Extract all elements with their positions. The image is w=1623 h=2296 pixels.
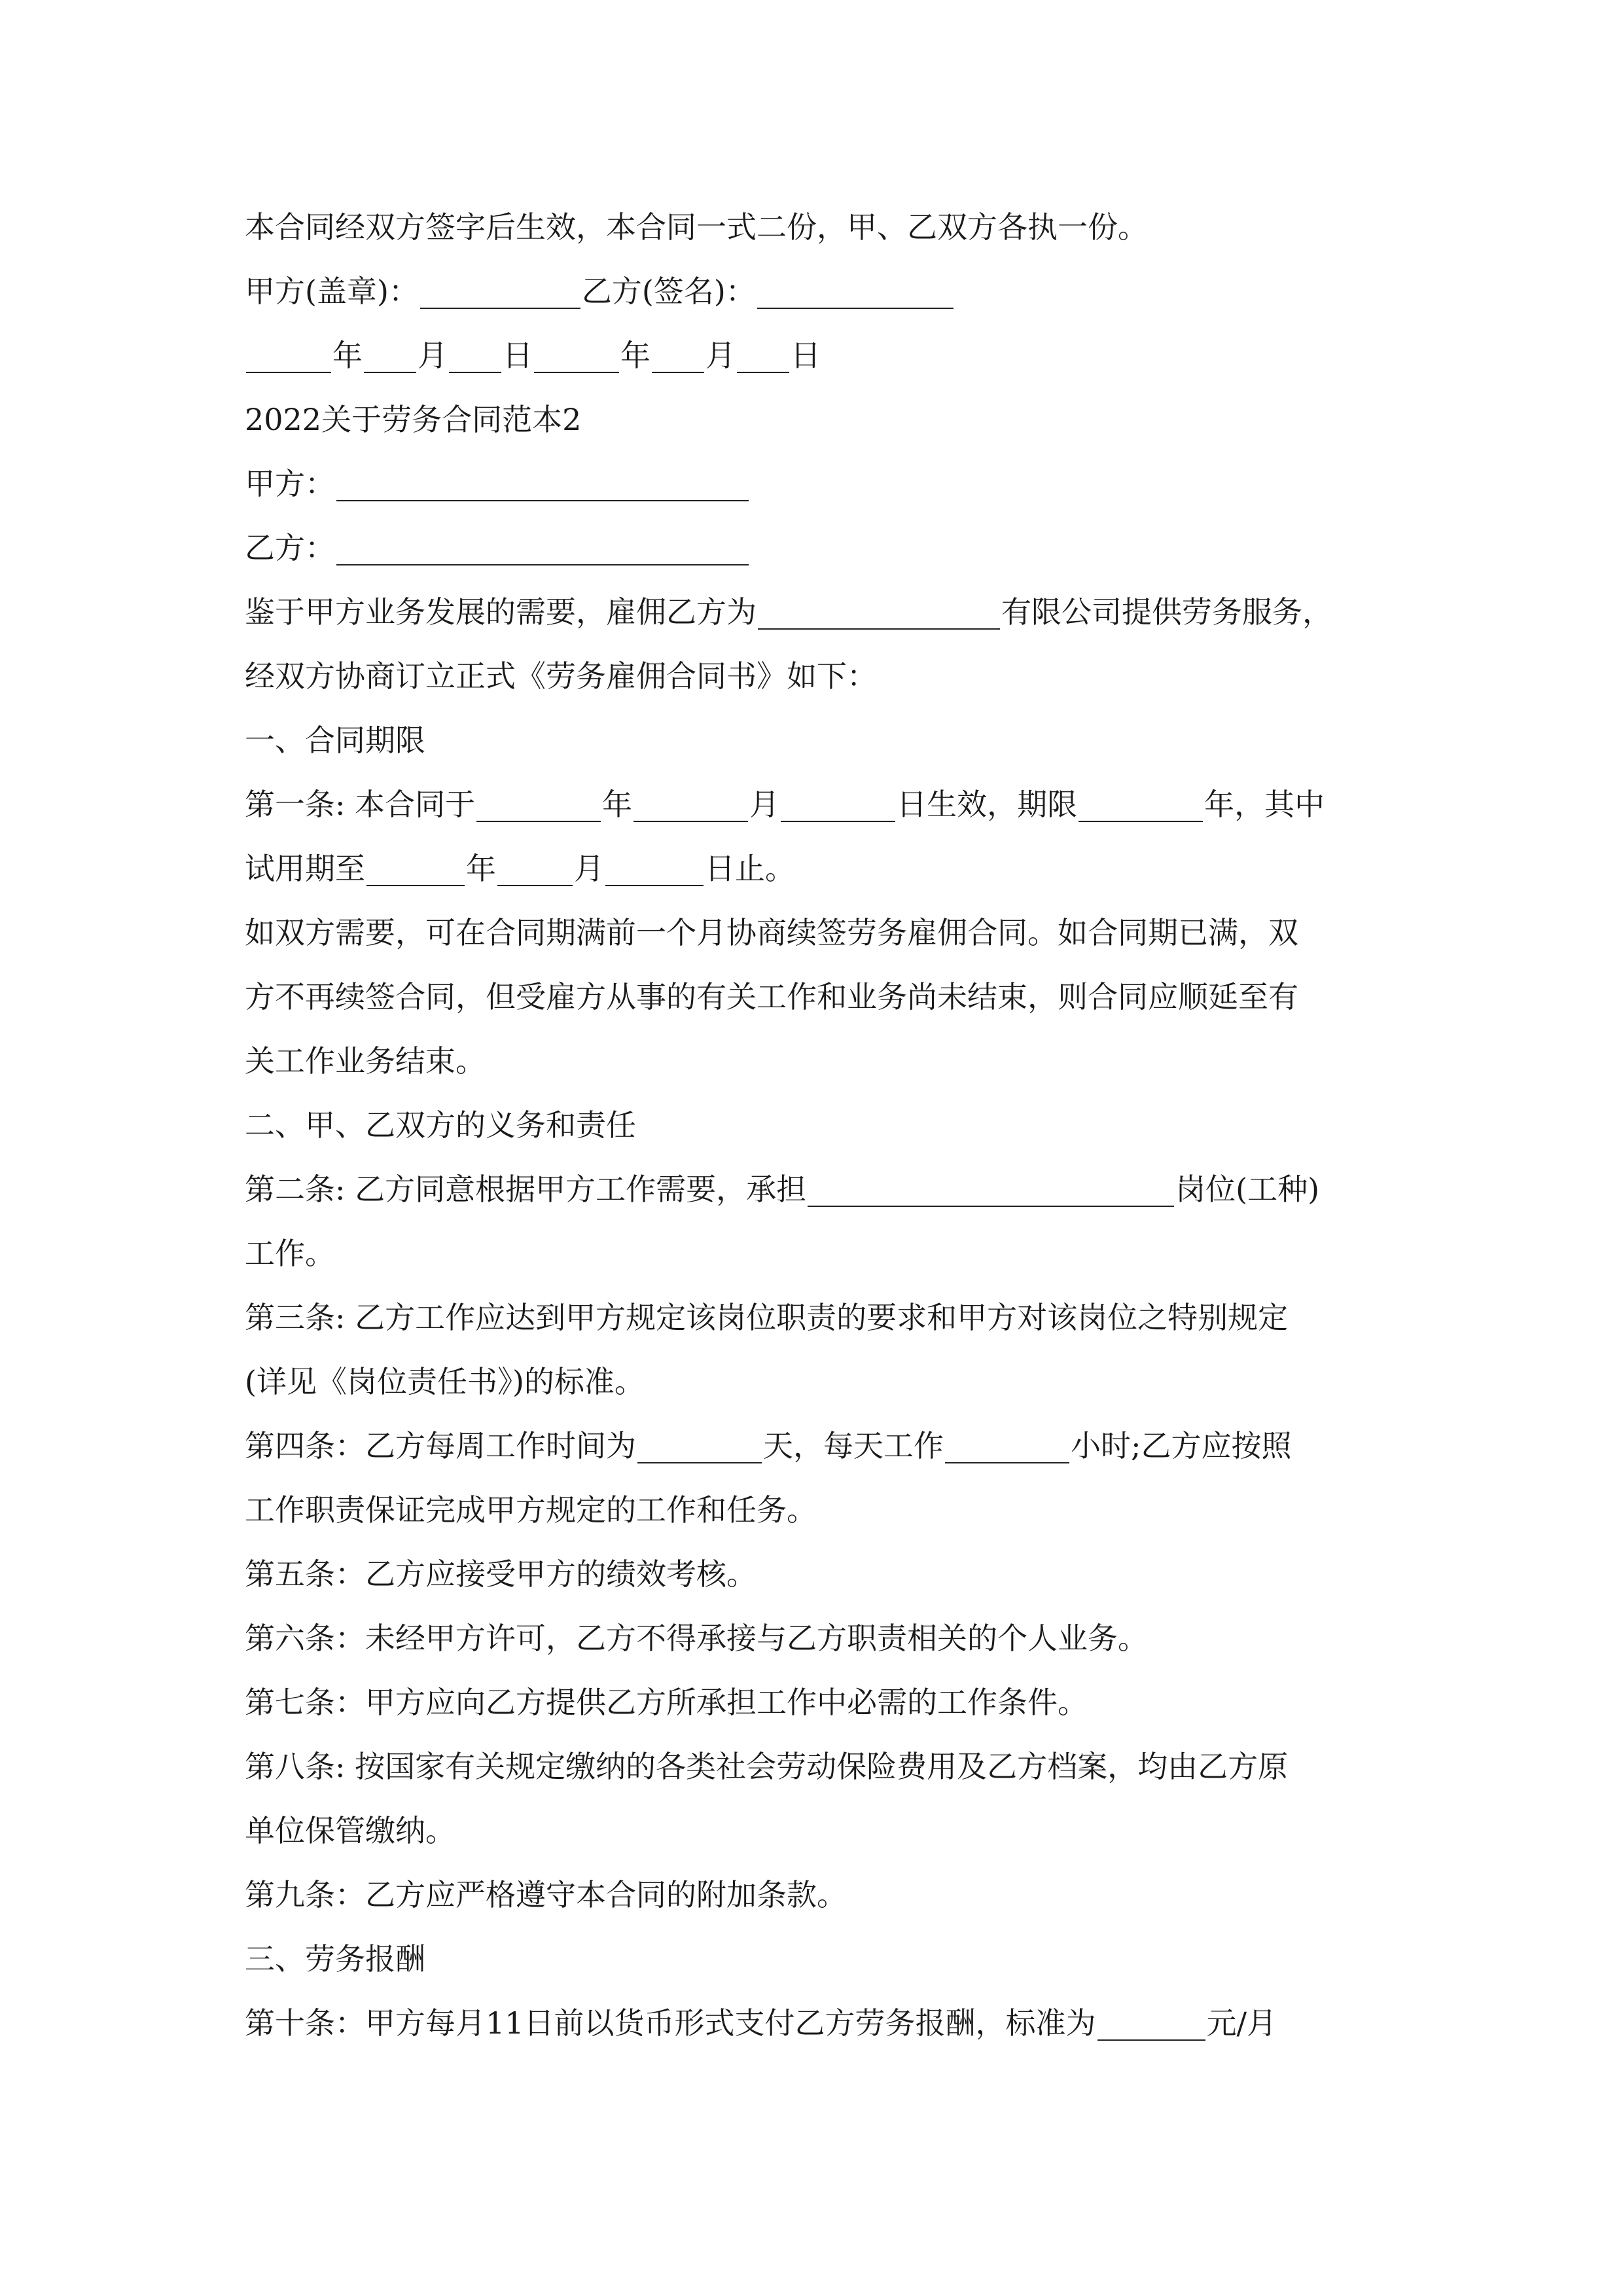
signature-line — [245, 259, 1383, 323]
day-blank[interactable] — [449, 343, 501, 373]
date-line — [245, 323, 1383, 387]
text: 第十条：甲方每月11日前以货币形式支付乙方劳务报酬，标准为 — [245, 2005, 1096, 2041]
article-2 — [245, 1157, 1383, 1221]
month-blank[interactable] — [364, 343, 416, 373]
month-blank[interactable] — [497, 856, 573, 886]
paragraph — [245, 1478, 1383, 1542]
article-8 — [245, 1734, 1383, 1799]
paragraph — [245, 1799, 1383, 1863]
month-blank[interactable] — [652, 343, 704, 373]
days-blank[interactable] — [637, 1433, 762, 1463]
position-blank[interactable] — [808, 1177, 1174, 1207]
text: 工作职责保证完成甲方规定的工作和任务。 — [245, 1492, 817, 1528]
section-heading — [245, 708, 1383, 772]
text: 日生效，期限 — [897, 787, 1078, 822]
party-a-label: 甲方： — [245, 466, 335, 501]
text: 有限公司提供劳务服务， — [1001, 594, 1332, 630]
text: 月 — [574, 851, 604, 886]
text: 第八条: 按国家有关规定缴纳的各类社会劳动保险费用及乙方档案，均由乙方原 — [245, 1749, 1289, 1784]
hours-blank[interactable] — [945, 1433, 1069, 1463]
month-blank[interactable] — [633, 792, 748, 822]
party-b-sign-blank[interactable] — [757, 279, 954, 309]
month-label: 月 — [418, 338, 448, 373]
article-5 — [245, 1542, 1383, 1606]
party-b-label: 乙方： — [245, 530, 335, 565]
paragraph — [245, 644, 1383, 708]
text: (详见《岗位责任书》)的标准。 — [245, 1364, 645, 1399]
text: 关工作业务结束。 — [245, 1043, 486, 1079]
paragraph — [245, 580, 1383, 644]
text: 元/月 — [1206, 2005, 1277, 2041]
text: 第三条: 乙方工作应达到甲方规定该岗位职责的要求和甲方对该岗位之特别规定 — [245, 1300, 1289, 1335]
day-blank[interactable] — [737, 343, 789, 373]
paragraph — [245, 1350, 1383, 1414]
party-b-sign-label: 乙方(签名)： — [581, 274, 756, 309]
text: 第二条: 乙方同意根据甲方工作需要，承担 — [245, 1172, 807, 1207]
party-a-blank[interactable] — [336, 471, 749, 501]
party-a-seal-blank[interactable] — [420, 279, 580, 309]
day-blank[interactable] — [605, 856, 704, 886]
party-b-blank[interactable] — [336, 535, 749, 565]
text: 第四条：乙方每周工作时间为 — [245, 1428, 636, 1463]
party-a-line — [245, 452, 1383, 516]
article-3 — [245, 1285, 1383, 1350]
text: 月 — [749, 787, 780, 822]
article-6 — [245, 1606, 1383, 1670]
paragraph — [245, 901, 1383, 965]
text: 鉴于甲方业务发展的需要，雇佣乙方为 — [245, 594, 757, 630]
salary-blank[interactable] — [1097, 2011, 1205, 2041]
text: 小时;乙方应按照 — [1071, 1428, 1292, 1463]
paragraph — [245, 1221, 1383, 1285]
day-label: 日 — [503, 338, 533, 373]
text: 天，每天工作 — [763, 1428, 944, 1463]
text: 工作。 — [245, 1236, 335, 1271]
month-label: 月 — [705, 338, 736, 373]
text: 年 — [466, 851, 496, 886]
day-blank[interactable] — [781, 792, 895, 822]
text: 2022关于劳务合同范本2 — [245, 402, 582, 437]
paragraph — [245, 1029, 1383, 1093]
article-9 — [245, 1863, 1383, 1927]
text: 三、劳务报酬 — [245, 1941, 425, 1977]
year-blank[interactable] — [366, 856, 465, 886]
paragraph — [245, 195, 1383, 259]
text: 本合同经双方签字后生效，本合同一式二份，甲、乙双方各执一份。 — [245, 209, 1148, 245]
text: 第一条: 本合同于 — [245, 787, 476, 822]
year-label: 年 — [620, 338, 651, 373]
company-blank[interactable] — [758, 600, 1000, 630]
section-heading — [245, 1093, 1383, 1157]
article-1 — [245, 772, 1383, 836]
text: 第五条：乙方应接受甲方的绩效考核。 — [245, 1556, 757, 1592]
text: 年，其中 — [1204, 787, 1325, 822]
year-label: 年 — [332, 338, 363, 373]
paragraph — [245, 965, 1383, 1029]
text: 岗位(工种) — [1175, 1172, 1320, 1207]
article-10 — [245, 1991, 1383, 2055]
text: 如双方需要，可在合同期满前一个月协商续签劳务雇佣合同。如合同期已满，双 — [245, 915, 1298, 950]
term-blank[interactable] — [1079, 792, 1203, 822]
section-title — [245, 387, 1383, 452]
contract-body — [245, 195, 1383, 2055]
article-7 — [245, 1670, 1383, 1734]
year-blank[interactable] — [476, 792, 601, 822]
text: 经双方协商订立正式《劳务雇佣合同书》如下： — [245, 658, 877, 694]
text: 年 — [602, 787, 633, 822]
text: 第九条：乙方应严格遵守本合同的附加条款。 — [245, 1877, 847, 1912]
year-blank[interactable] — [246, 343, 331, 373]
party-a-seal-label: 甲方(盖章)： — [245, 274, 419, 309]
day-label: 日 — [791, 338, 821, 373]
year-blank[interactable] — [534, 343, 619, 373]
party-b-line — [245, 516, 1383, 580]
text: 日止。 — [705, 851, 795, 886]
text: 试用期至 — [245, 851, 365, 886]
article-1-cont — [245, 836, 1383, 901]
section-heading — [245, 1927, 1383, 1991]
article-4 — [245, 1414, 1383, 1478]
text: 单位保管缴纳。 — [245, 1813, 455, 1848]
text: 二、甲、乙双方的义务和责任 — [245, 1107, 636, 1143]
text: 一、合同期限 — [245, 723, 425, 758]
text: 方不再续签合同，但受雇方从事的有关工作和业务尚未结束，则合同应顺延至有 — [245, 979, 1298, 1014]
text: 第六条：未经甲方许可，乙方不得承接与乙方职责相关的个人业务。 — [245, 1621, 1148, 1656]
text: 第七条：甲方应向乙方提供乙方所承担工作中必需的工作条件。 — [245, 1685, 1088, 1720]
